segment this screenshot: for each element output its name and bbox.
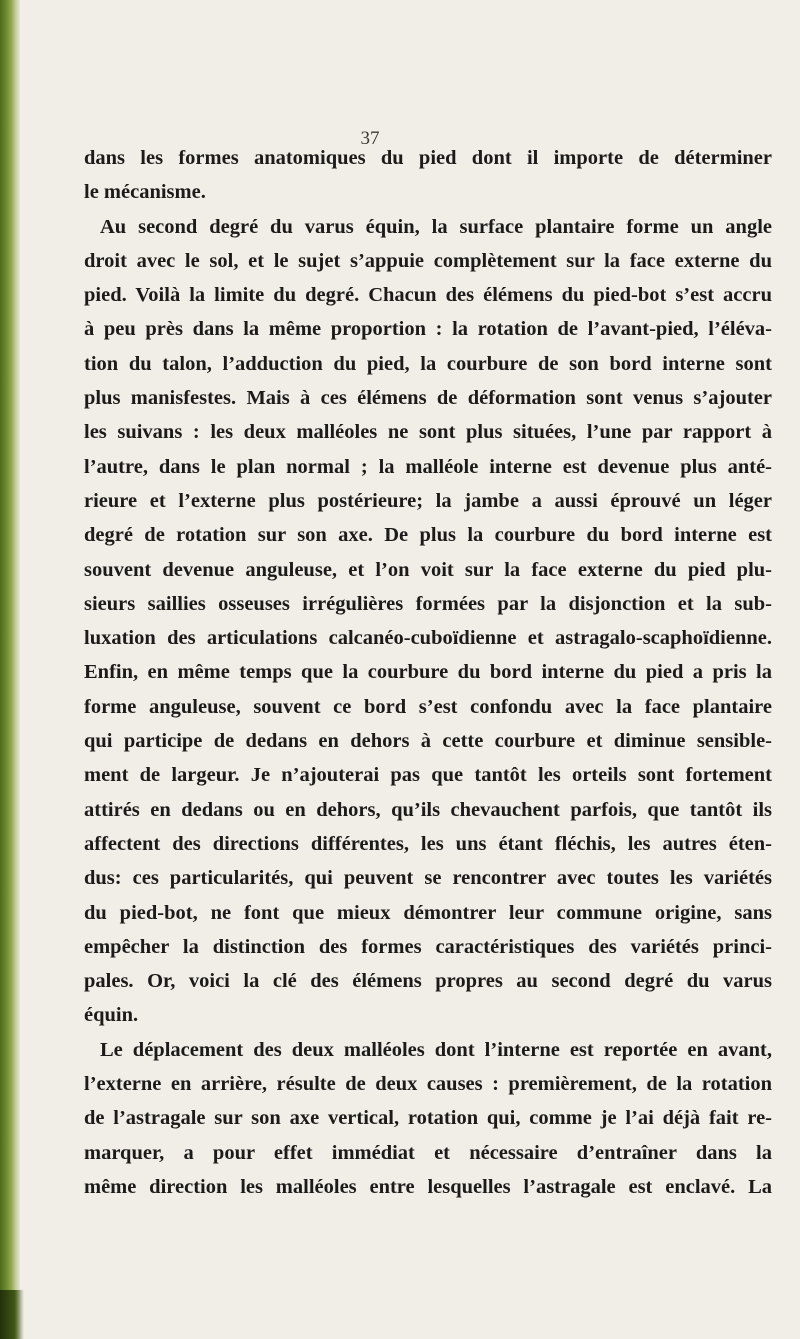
text-line: forme anguleuse, souvent ce bord s’est confondu avec la face plantaire	[84, 695, 772, 718]
text-line: de l’astragale sur son axe vertical, rotation qui, comme je l’ai déjà fait re-	[84, 1107, 772, 1130]
text-line: sieurs saillies osseuses irrégulières formées par la disjonction et la sub-	[84, 592, 772, 615]
text-line: pales. Or, voici la clé des élémens propres au second degré du varus	[84, 970, 772, 993]
text-line: le mécanisme.	[84, 181, 206, 204]
text-line: luxation des articulations calcanéo-cuboïdienne et astragalo-scaphoïdienne.	[84, 627, 772, 650]
text-line: marquer, a pour effet immédiat et nécessaire d’entraîner dans la	[84, 1141, 772, 1164]
text-line: l’externe en arrière, résulte de deux causes : premièrement, de la rotation	[84, 1073, 772, 1096]
text-line: l’autre, dans le plan normal ; la malléole interne est devenue plus anté-	[84, 455, 772, 478]
text-line: rieure et l’externe plus postérieure; la jambe a aussi éprouvé un léger	[84, 489, 772, 512]
text-line: Au second degré du varus équin, la surface plantaire forme un angle	[100, 215, 772, 238]
text-line: Le déplacement des deux malléoles dont l’interne est reportée en avant,	[100, 1038, 772, 1061]
text-line: équin.	[84, 1004, 139, 1027]
text-line: qui participe de dedans en dehors à cette courbure et diminue sensible-	[84, 730, 772, 753]
text-line: Enfin, en même temps que la courbure du bord interne du pied a pris la	[84, 661, 772, 684]
text-line: empêcher la distinction des formes caractéristiques des variétés princi-	[84, 935, 772, 958]
text-line: les suivans : les deux malléoles ne sont plus situées, l’une par rapport à	[84, 421, 772, 444]
text-line: dans les formes anatomiques du pied dont il importe de déterminer	[84, 147, 772, 169]
body-text	[84, 141, 772, 1204]
text-line: attirés en dedans ou en dehors, qu’ils chevauchent parfois, que tantôt ils	[84, 798, 772, 821]
binding-shadow	[0, 1290, 24, 1339]
text-line: du pied-bot, ne font que mieux démontrer leur commune origine, sans	[84, 901, 772, 924]
text-line: droit avec le sol, et le sujet s’appuie complètement sur la face externe du	[84, 249, 772, 272]
text-line: à peu près dans la même proportion : la rotation de l’avant-pied, l’éléva-	[84, 318, 772, 341]
text-line: tion du talon, l’adduction du pied, la courbure de son bord interne sont	[84, 352, 772, 375]
text-line: même direction les malléoles entre lesquelles l’astragale est enclavé. La	[84, 1175, 772, 1198]
text-line: affectent des directions différentes, les uns étant fléchis, les autres éten-	[84, 832, 772, 855]
text-line: degré de rotation sur son axe. De plus la courbure du bord interne est	[84, 524, 772, 547]
binding-gutter	[0, 0, 20, 1339]
text-line: pied. Voilà la limite du degré. Chacun des élémens du pied-bot s’est accru	[84, 284, 772, 307]
text-line: ment de largeur. Je n’ajouterai pas que tantôt les orteils sont fortement	[84, 764, 772, 787]
text-line: souvent devenue anguleuse, et l’on voit sur la face externe du pied plu-	[84, 558, 772, 581]
page-number: 37	[360, 128, 380, 149]
text-line: plus manisfestes. Mais à ces élémens de déformation sont venus s’ajouter	[84, 387, 772, 410]
text-line: dus: ces particularités, qui peuvent se rencontrer avec toutes les variétés	[84, 867, 772, 890]
